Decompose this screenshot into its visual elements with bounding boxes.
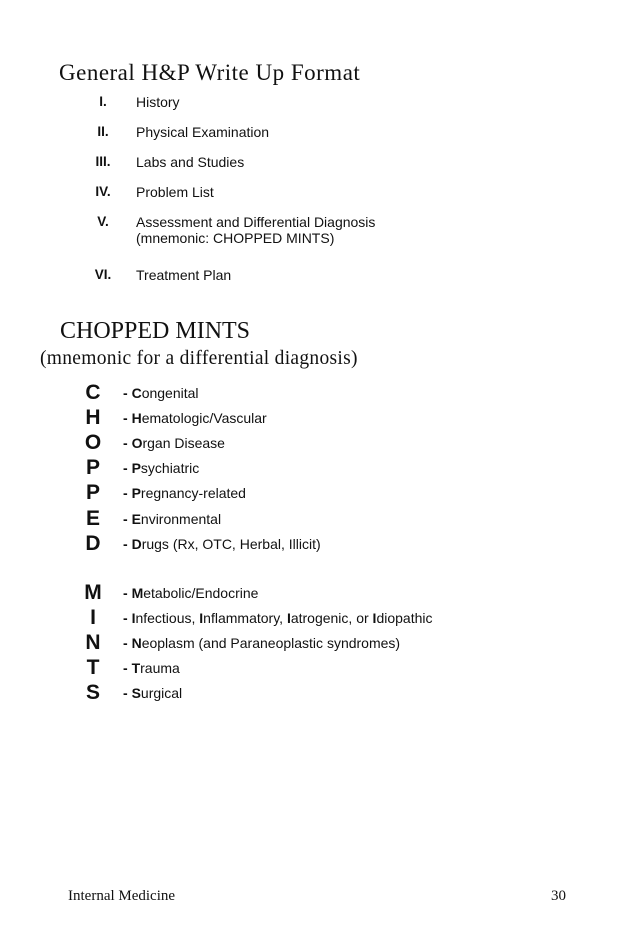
mnemonic-row [76, 405, 267, 430]
page-number: 30 [551, 888, 566, 904]
mnemonic-row [76, 380, 199, 405]
mnemonic-letter: S [85, 681, 100, 705]
outline-text: History [136, 94, 180, 110]
outline-number: V. [97, 214, 109, 229]
mnemonic-description: - Organ Disease [123, 434, 225, 451]
mnemonic-letter: M [84, 580, 102, 604]
outline-number: II. [97, 124, 109, 139]
mnemonic-row [76, 681, 182, 706]
mnemonic-description: - Surgical [123, 685, 183, 702]
outline-number: III. [95, 154, 111, 169]
mnemonic-row [76, 531, 321, 556]
outline-number: IV. [95, 184, 111, 199]
mnemonic-row [76, 580, 258, 605]
mnemonic-description: - Drugs (Rx, OTC, Herbal, Illicit) [123, 535, 321, 552]
mnemonic-description: - Hematologic/Vascular [123, 409, 267, 426]
mnemonic-description: - Environmental [123, 510, 222, 527]
outline-text: Treatment Plan [136, 267, 232, 283]
outline-text: Assessment and Differential Diagnosis [136, 214, 376, 230]
page-title: General H&P Write Up Format [59, 60, 361, 85]
outline-item [70, 154, 550, 170]
mnemonic-description: - Psychiatric [123, 460, 200, 477]
mnemonic-description: - Metabolic/Endocrine [123, 584, 259, 601]
outline-text-group [136, 214, 550, 246]
outline-text: Labs and Studies [136, 154, 245, 170]
outline-text: Problem List [136, 184, 214, 200]
outline-item [70, 267, 550, 283]
mnemonic-letter: P [85, 481, 100, 505]
mnemonic-letter: E [85, 506, 100, 530]
mnemonic-subtitle: (mnemonic for a differential diagnosis) [40, 348, 358, 369]
mnemonic-letter: N [85, 630, 101, 654]
mnemonic-description: - Neoplasm (and Paraneoplastic syndromes) [123, 634, 401, 651]
outline-subtext: (mnemonic: CHOPPED MINTS) [136, 230, 335, 246]
outline-number: I. [99, 94, 107, 109]
mnemonic-description: - Infectious, Inflammatory, Iatrogenic, or Idiopathic [123, 609, 433, 626]
mnemonic-description: - Trauma [123, 660, 180, 677]
mnemonic-letter: I [90, 605, 96, 629]
outline-item [70, 124, 550, 140]
mnemonic-letter: H [85, 405, 101, 429]
mnemonic-row [76, 630, 400, 655]
mnemonic-row [76, 430, 225, 455]
mnemonic-row [76, 456, 199, 481]
mnemonic-row [76, 605, 432, 630]
outline-item [70, 94, 550, 110]
outline-text: Physical Examination [136, 124, 270, 140]
footer-section: Internal Medicine [68, 888, 176, 904]
mnemonic-letter: T [86, 656, 100, 680]
mnemonic-row [76, 506, 221, 531]
mnemonic-letter: D [85, 531, 101, 555]
mnemonic-description: - Pregnancy-related [123, 485, 246, 502]
mnemonic-letter: P [85, 456, 100, 480]
mnemonic-description: - Congenital [123, 384, 199, 401]
mnemonic-title: CHOPPED MINTS [60, 318, 251, 344]
mnemonic-row [76, 656, 180, 681]
outline-item [70, 214, 550, 246]
mnemonic-row [76, 481, 246, 506]
outline-item [70, 184, 550, 200]
outline-number: VI. [94, 267, 112, 282]
mnemonic-letter: O [84, 430, 102, 454]
mnemonic-letter: C [85, 380, 101, 404]
